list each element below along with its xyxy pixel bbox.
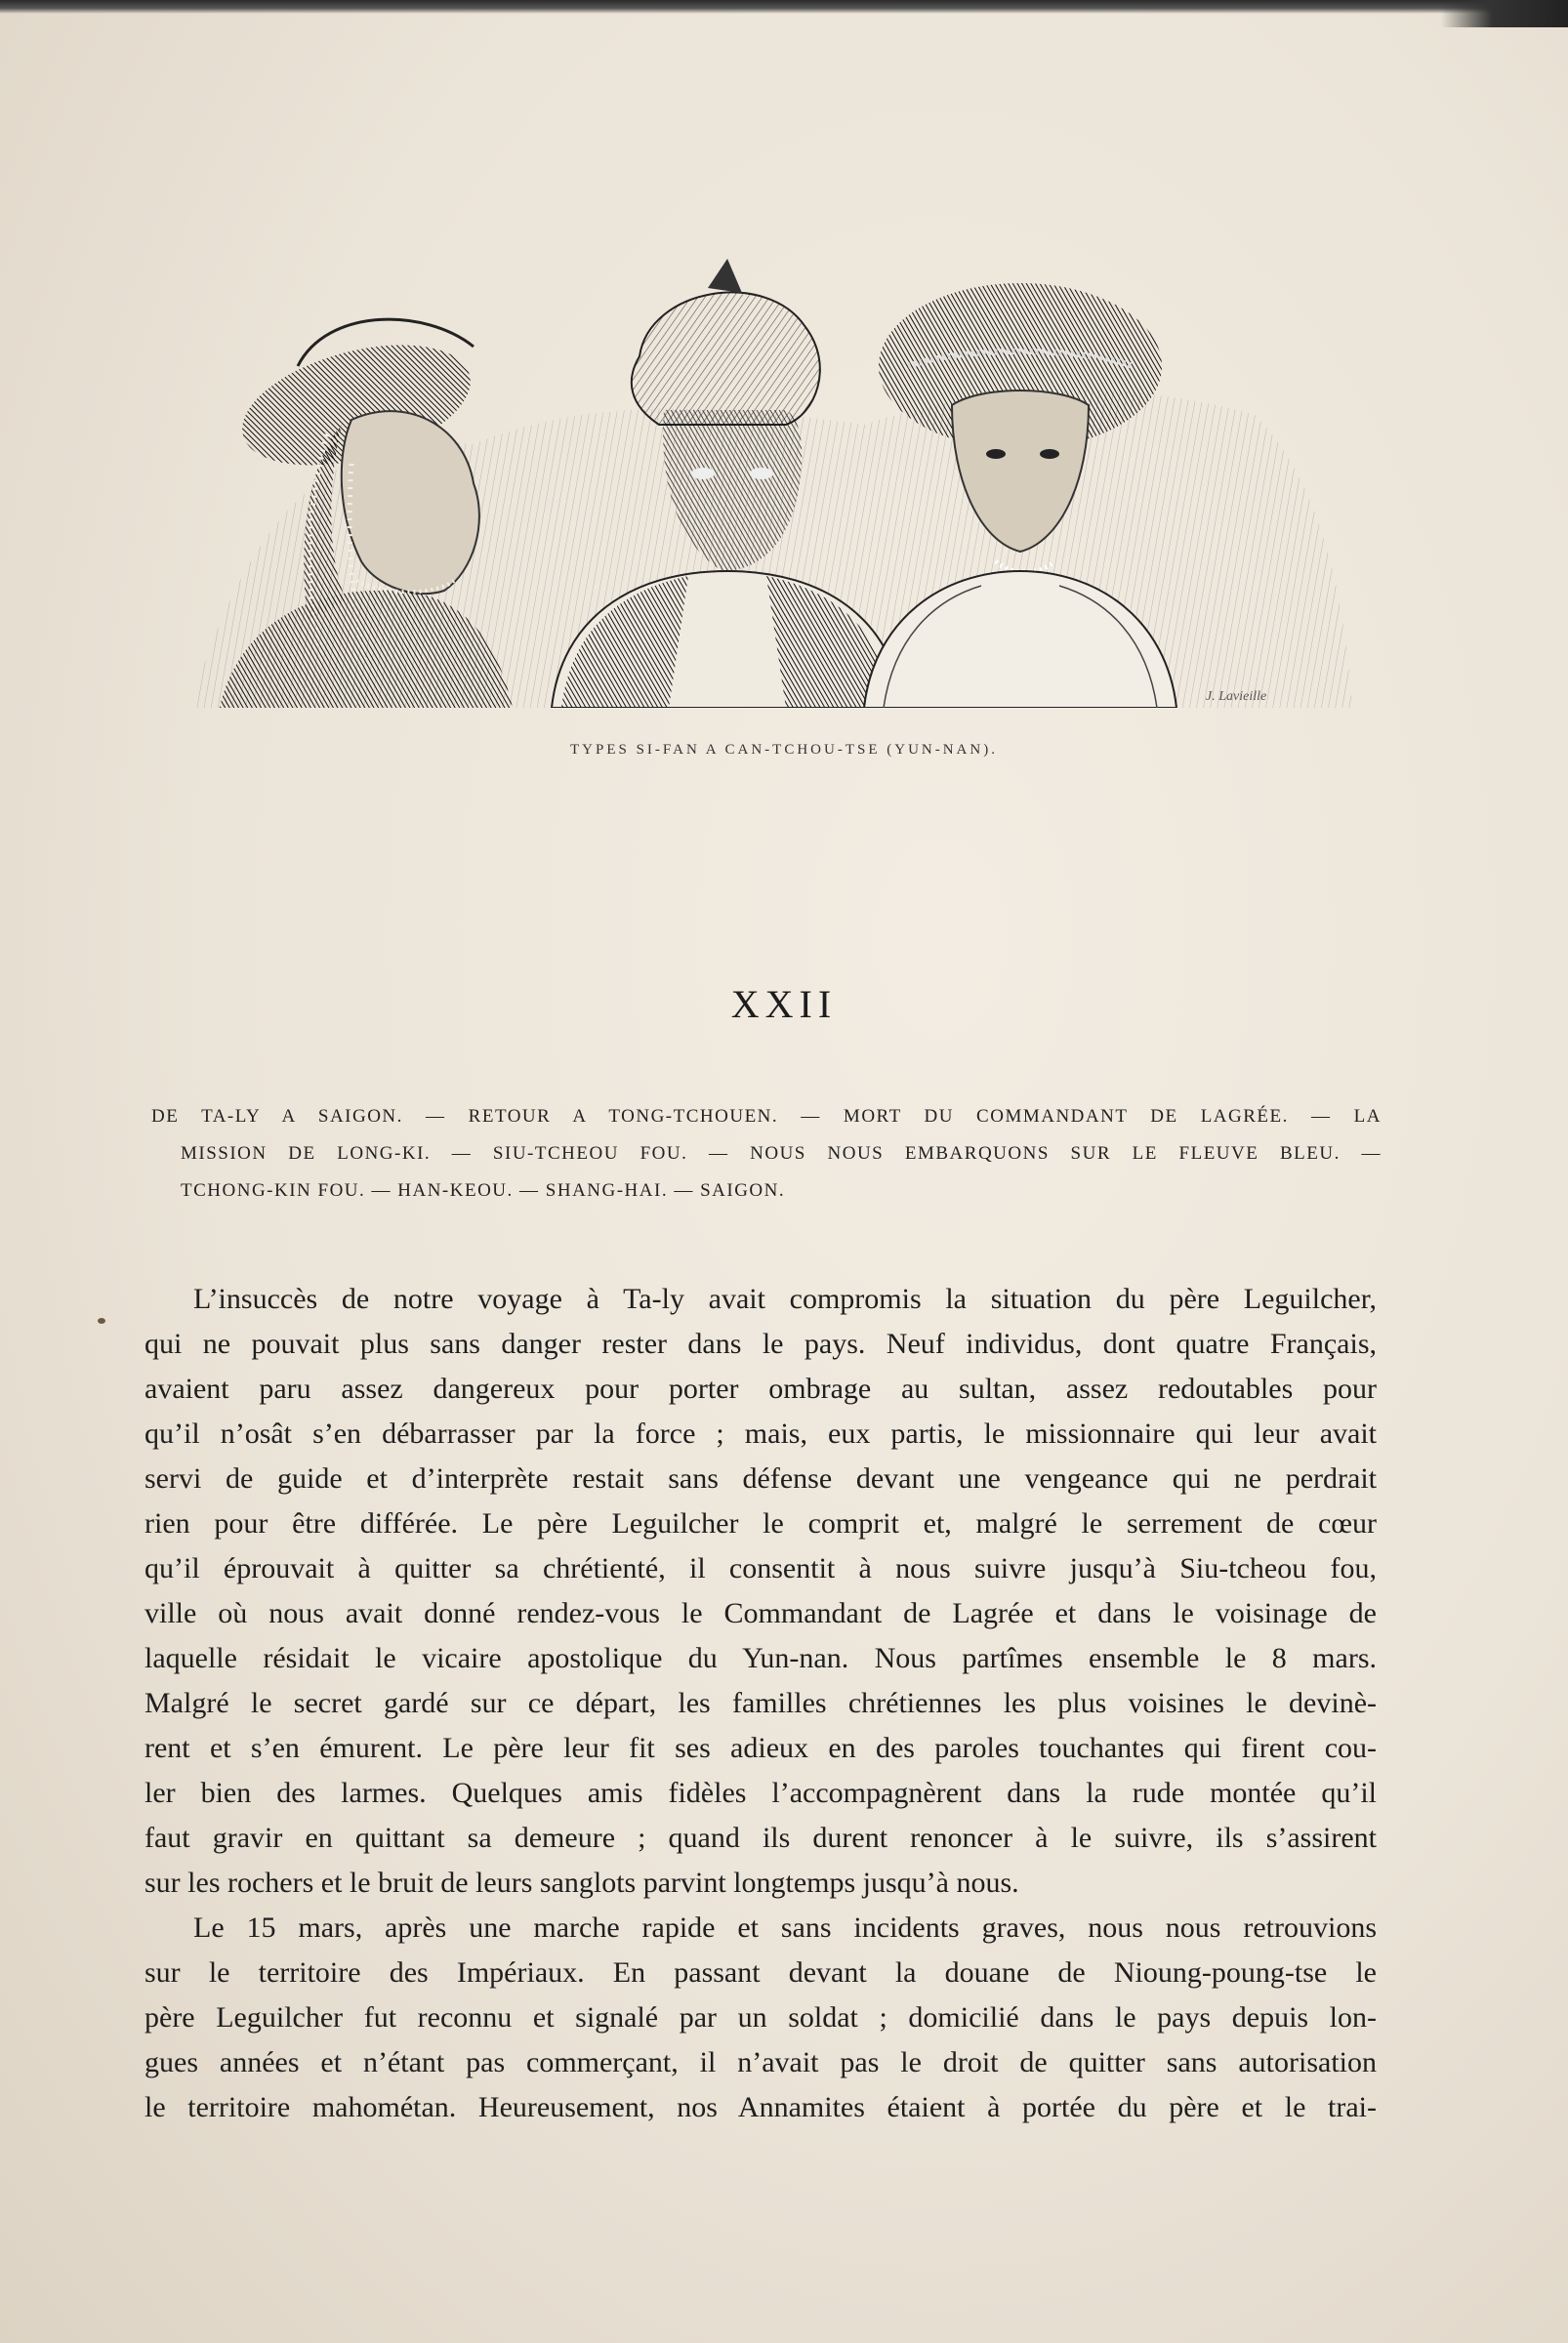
summary-line: MISSION DE LONG-KI. — SIU-TCHEOU FOU. — NOUS NOUS EMBARQUONS SUR LE FLEUVE BLEU. — xyxy=(181,1143,1382,1164)
text-line: gues années et n’étant pas commerçant, il n’avait pas le droit de quitter sans autorisation xyxy=(144,2046,1377,2078)
text-line: ville où nous avait donné rendez-vous le Commandant de Lagrée et dans le voisinage de xyxy=(144,1597,1377,1629)
paragraph-2 xyxy=(144,1906,1377,2130)
paper-speck xyxy=(98,1318,105,1324)
text-line: qui ne pouvait plus sans danger rester dans le pays. Neuf individus, dont quatre Français, xyxy=(144,1328,1377,1360)
chapter-summary xyxy=(151,1098,1382,1210)
summary-line: TCHONG-KIN FOU. — HAN-KEOU. — SHANG-HAI. — SAIGON. xyxy=(181,1180,786,1201)
text-line: ler bien des larmes. Quelques amis fidèles l’accompagnèrent dans la rude montée qu’il xyxy=(144,1777,1377,1809)
text-line: père Leguilcher fut reconnu et signalé par un soldat ; domicilié dans le pays depuis lon- xyxy=(144,2001,1377,2034)
paragraph-1 xyxy=(144,1277,1377,1906)
chapter-number: XXII xyxy=(730,982,838,1026)
text-line: qu’il éprouvait à quitter sa chrétienté, il consentit à nous suivre jusqu’à Siu-tcheou fou, xyxy=(144,1552,1377,1584)
text-line: servi de guide et d’interprète restait sans défense devant une vengeance qui ne perdrait xyxy=(144,1462,1377,1495)
text-line: Malgré le secret gardé sur ce départ, les familles chrétiennes les plus voisines le devinè- xyxy=(144,1687,1377,1719)
text-line: rent et s’en émurent. Le père leur fit ses adieux en des paroles touchantes qui firent cou- xyxy=(144,1732,1377,1764)
text-line: sur le territoire des Impériaux. En passant devant la douane de Nioung-poung-tse le xyxy=(144,1956,1377,1989)
text-line: faut gravir en quittant sa demeure ; quand ils durent renoncer à le suivre, ils s’assirent xyxy=(144,1822,1377,1854)
figure-woman-profile xyxy=(220,319,513,708)
illustration-caption: TYPES SI-FAN A CAN-TCHOU-TSE (YUN-NAN). xyxy=(570,742,998,758)
summary-line: DE TA-LY A SAIGON. — RETOUR A TONG-TCHOUEN. — MORT DU COMMANDANT DE LAGRÉE. — LA xyxy=(151,1106,1382,1127)
text-line: L’insuccès de notre voyage à Ta-ly avait compromis la situation du père Leguilcher, xyxy=(193,1283,1377,1315)
page-top-edge xyxy=(0,0,1568,14)
text-line: sur les rochers et le bruit de leurs sanglots parvint longtemps jusqu’à nous. xyxy=(144,1867,1019,1899)
engraver-signature: J. Lavieille xyxy=(1206,689,1267,704)
body-text xyxy=(144,1277,1377,2130)
text-line: avaient paru assez dangereux pour porter ombrage au sultan, assez redoutables pour xyxy=(144,1373,1377,1405)
page-corner-shadow xyxy=(1441,0,1568,27)
text-line: rien pour être différée. Le père Leguilcher le comprit et, malgré le serrement de cœur xyxy=(144,1507,1377,1540)
text-line: le territoire mahométan. Heureusement, nos Annamites étaient à portée du père et le trai- xyxy=(144,2091,1377,2123)
text-line: laquelle résidait le vicaire apostolique du Yun-nan. Nous partîmes ensemble le 8 mars. xyxy=(144,1642,1377,1674)
text-line: qu’il n’osât s’en débarrasser par la force ; mais, eux partis, le missionnaire qui leur avait xyxy=(144,1418,1377,1450)
engraving-illustration xyxy=(181,249,1352,708)
text-line: Le 15 mars, après une marche rapide et sans incidents graves, nous nous retrouvions xyxy=(193,1911,1377,1944)
